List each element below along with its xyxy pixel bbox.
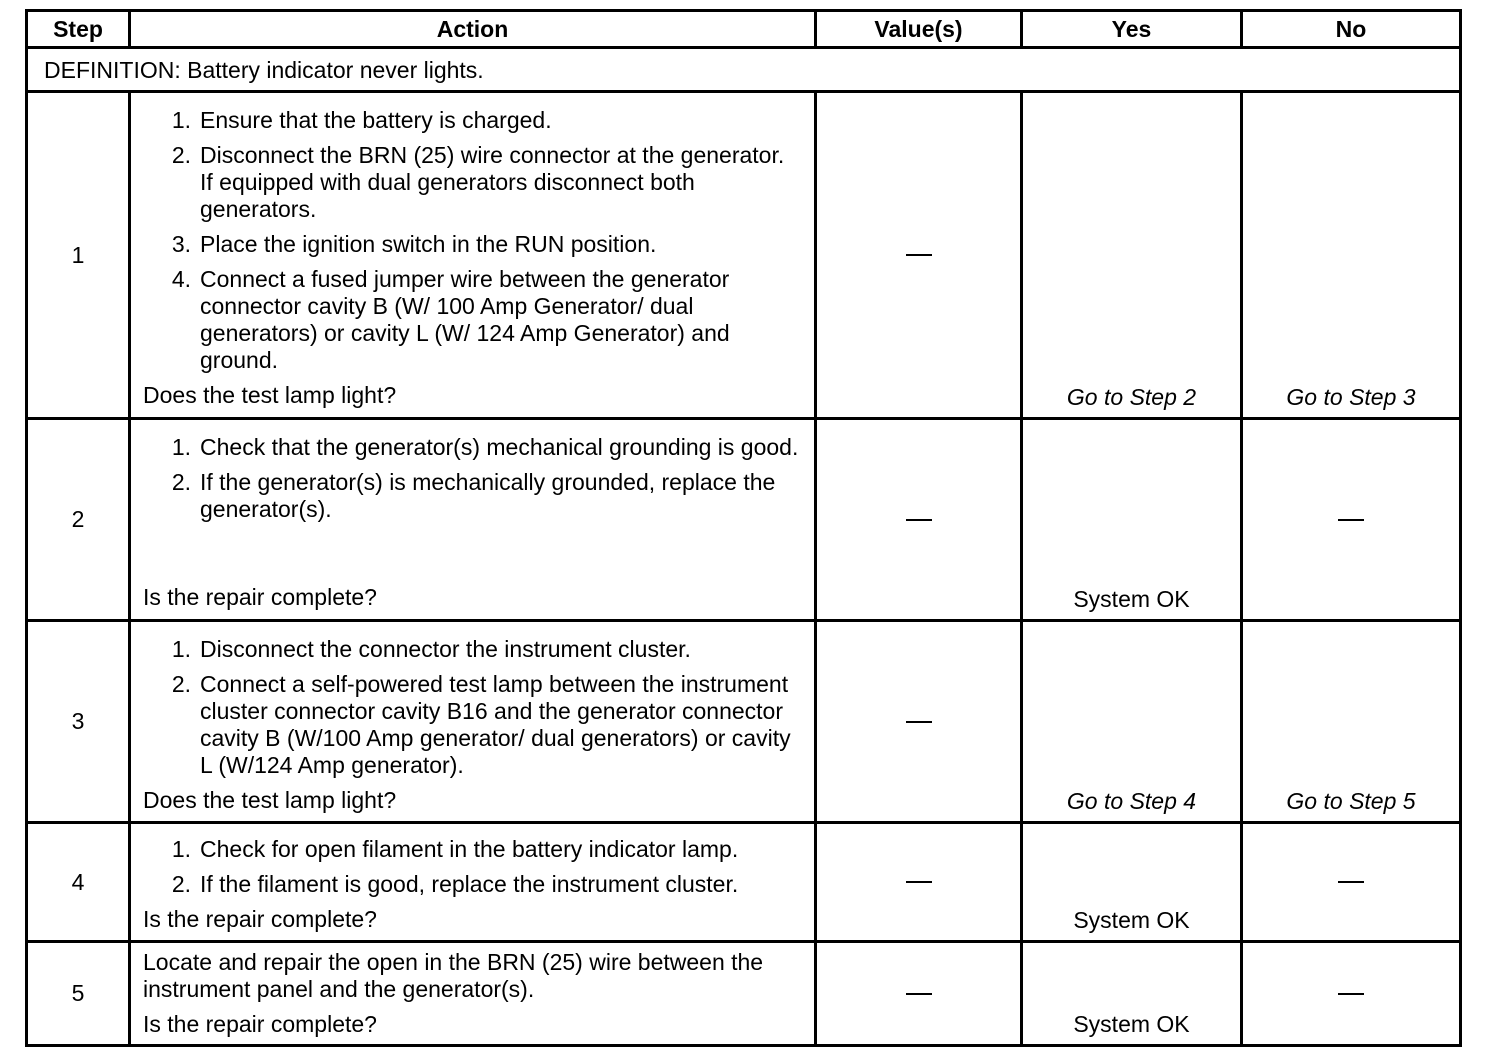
list-item: 1. Disconnect the connector the instrument cluster. bbox=[171, 636, 691, 662]
yes-cell bbox=[1023, 420, 1243, 619]
table-row bbox=[28, 622, 1459, 824]
value-cell bbox=[817, 943, 1023, 1044]
yes-result: System OK bbox=[1073, 586, 1190, 612]
action-cell bbox=[131, 824, 817, 940]
dash-mark bbox=[906, 254, 932, 256]
no-result: Go to Step 5 bbox=[1286, 788, 1416, 814]
yes-result: Go to Step 4 bbox=[1066, 788, 1197, 814]
header-yes: Yes bbox=[1023, 12, 1243, 46]
no-cell bbox=[1243, 93, 1459, 417]
action-cell bbox=[131, 420, 817, 619]
no-cell bbox=[1243, 622, 1459, 821]
table-row bbox=[28, 943, 1459, 1044]
action-cell bbox=[131, 622, 817, 821]
no-cell bbox=[1243, 824, 1459, 940]
question: Does the test lamp light? bbox=[143, 787, 397, 813]
header-step: Step bbox=[28, 12, 131, 46]
header-values: Value(s) bbox=[817, 12, 1023, 46]
value-cell bbox=[817, 93, 1023, 417]
yes-result: System OK bbox=[1073, 1011, 1190, 1037]
yes-cell bbox=[1023, 622, 1243, 821]
step-number: 3 bbox=[28, 622, 131, 821]
question: Is the repair complete? bbox=[143, 906, 377, 932]
yes-cell bbox=[1023, 93, 1243, 417]
yes-cell bbox=[1023, 943, 1243, 1044]
list-item: 2. If the filament is good, replace the instrument cluster. bbox=[171, 871, 739, 897]
list-item: 1. Check for open filament in the battery indicator lamp. bbox=[171, 836, 739, 862]
value-cell bbox=[817, 824, 1023, 940]
dash-mark bbox=[906, 993, 932, 995]
table-row bbox=[28, 824, 1459, 943]
header-action: Action bbox=[131, 12, 817, 46]
yes-result: Go to Step 2 bbox=[1066, 384, 1197, 410]
yes-cell bbox=[1023, 824, 1243, 940]
no-cell bbox=[1243, 420, 1459, 619]
question: Does the test lamp light? bbox=[143, 382, 397, 408]
step-number: 5 bbox=[28, 943, 131, 1044]
question: Is the repair complete? bbox=[143, 1011, 377, 1037]
dash-mark bbox=[906, 519, 932, 521]
step-number: 1 bbox=[28, 93, 131, 417]
list-item: 1. Check that the generator(s) mechanical grounding is good. bbox=[171, 434, 799, 460]
list-item: 2. Connect a self-powered test lamp between the instrument cluster connector cavity B16 and the generator connector cavity B (W/100 Amp generator/ dual generators) or cavity L (W/124 Amp generator). bbox=[171, 671, 791, 778]
value-cell bbox=[817, 420, 1023, 619]
list-item: 2. Disconnect the BRN (25) wire connector at the generator. If equipped with dual generators disconnect both generators. bbox=[171, 142, 785, 222]
value-cell bbox=[817, 622, 1023, 821]
table-row bbox=[28, 93, 1459, 420]
action-text: Locate and repair the open in the BRN (25) wire between the instrument panel and the generator(s). bbox=[143, 949, 764, 1002]
list-item: 3. Place the ignition switch in the RUN position. bbox=[171, 231, 657, 257]
action-cell bbox=[131, 93, 817, 417]
question: Is the repair complete? bbox=[143, 584, 377, 610]
dash-mark bbox=[1338, 519, 1364, 521]
step-number: 4 bbox=[28, 824, 131, 940]
definition-row: DEFINITION: Battery indicator never lights. bbox=[28, 49, 1459, 93]
no-result: Go to Step 3 bbox=[1286, 384, 1416, 410]
action-cell bbox=[131, 943, 817, 1044]
table-row bbox=[28, 420, 1459, 622]
list-item: 4. Connect a fused jumper wire between the generator connector cavity B (W/ 100 Amp Generator/ dual generators) or cavity L (W/ 124 Amp Generator) and ground. bbox=[171, 266, 730, 373]
dash-mark bbox=[1338, 993, 1364, 995]
no-cell bbox=[1243, 943, 1459, 1044]
header-no: No bbox=[1335, 16, 1367, 42]
dash-mark bbox=[906, 721, 932, 723]
dash-mark bbox=[906, 881, 932, 883]
dash-mark bbox=[1338, 881, 1364, 883]
table-header-row bbox=[28, 12, 1459, 49]
list-item: 2. If the generator(s) is mechanically grounded, replace the generator(s). bbox=[171, 469, 776, 522]
list-item: 1. Ensure that the battery is charged. bbox=[171, 107, 552, 133]
diagnostic-table bbox=[25, 9, 1462, 1047]
yes-result: System OK bbox=[1073, 907, 1190, 933]
step-number: 2 bbox=[28, 420, 131, 619]
